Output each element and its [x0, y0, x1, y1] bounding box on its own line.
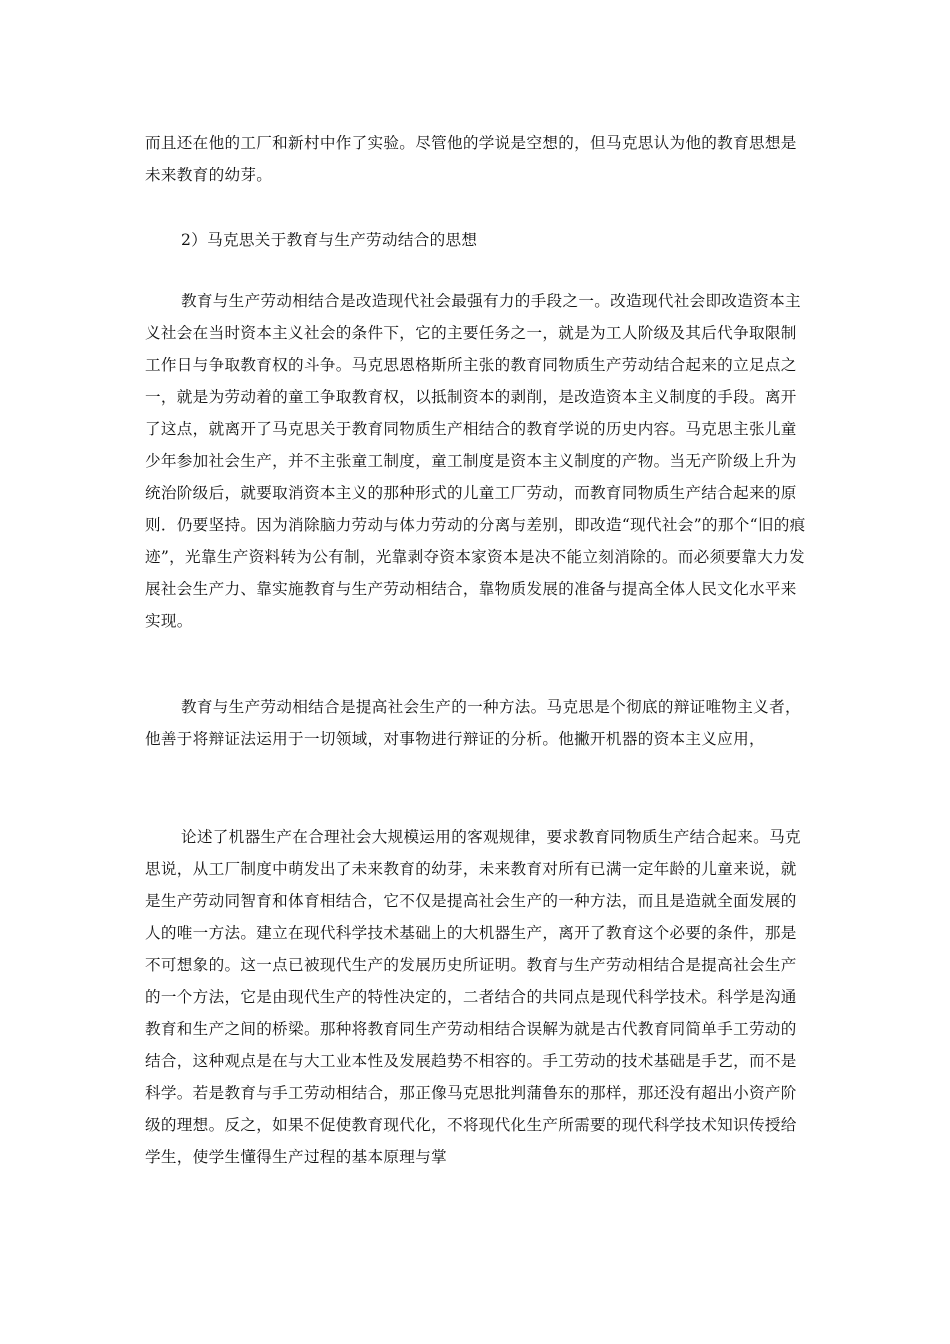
- section-heading: 2）马克思关于教育与生产劳动结合的思想: [181, 231, 478, 249]
- paragraph-2-container: [145, 691, 807, 755]
- paragraph-3-container: [145, 821, 807, 1173]
- paragraph-3: 论述了机器生产在合理社会大规模运用的客观规律，要求教育同物质生产结合起来。马克思说，从工厂制度中萌发出了未来教育的幼芽，未来教育对所有已满一定年龄的儿童来说，就是生产劳动同智育和体育相结合，它不仅是提高社会生产的一种方法，而且是造就全面发展的人的唯一方法。建立在现代科学技术基础上的大机器生产，离开了教育这个必要的条件，那是不可想象的。这一点已被现代生产的发展历史所证明。教育与生产劳动相结合是提高社会生产的一个方法，它是由现代生产的特性决定的，二者结合的共同点是现代科学技术。科学是沟通教育和生产之间的桥梁。那种将教育同生产劳动相结合误解为就是古代教育同简单手工劳动的结合，这种观点是在与大工业本性及发展趋势不相容的。手工劳动的技术基础是手艺，而不是科学。若是教育与手工劳动相结合，那正像马克思批判蒲鲁东的那样，那还没有超出小资产阶级的理想。反之，如果不促使教育现代化，不将现代化生产所需要的现代科学技术知识传授给学生，使学生懂得生产过程的基本原理与掌: [145, 828, 801, 1166]
- paragraph-1: 教育与生产劳动相结合是改造现代社会最强有力的手段之一。改造现代社会即改造资本主义社会在当时资本主义社会的条件下，它的主要任务之一，就是为工人阶级及其后代争取限制工作日与争取教育权的斗争。马克思恩格斯所主张的教育同物质生产劳动结合起来的立足点之一，就是为劳动着的童工争取教育权，以抵制资本的剥削，是改造资本主义制度的手段。离开了这点，就离开了马克思关于教育同物质生产相结合的教育学说的历史内容。马克思主张儿童少年参加社会生产，并不主张童工制度，童工制度是资本主义制度的产物。当无产阶级上升为统治阶级后，就要取消资本主义的那种形式的儿童工厂劳动，而教育同物质生产结合起来的原则．仍要坚持。因为消除脑力劳动与体力劳动的分离与差别，即改造“现代社会”的那个“旧的痕迹”，光靠生产资料转为公有制，光靠剥夺资本家资本是决不能立刻消除的。而必须要靠大力发展社会生产力、靠实施教育与生产劳动相结合，靠物质发展的准备与提高全体人民文化水平来实现。: [145, 292, 806, 630]
- paragraph-2: 教育与生产劳动相结合是提高社会生产的一种方法。马克思是个彻底的辩证唯物主义者，他善于将辩证法运用于一切领域，对事物进行辩证的分析。他撇开机器的资本主义应用，: [145, 698, 801, 748]
- paragraph-intro: 而且还在他的工厂和新村中作了实验。尽管他的学说是空想的，但马克思认为他的教育思想是未来教育的幼芽。: [145, 134, 797, 184]
- paragraph-1-container: [145, 285, 807, 637]
